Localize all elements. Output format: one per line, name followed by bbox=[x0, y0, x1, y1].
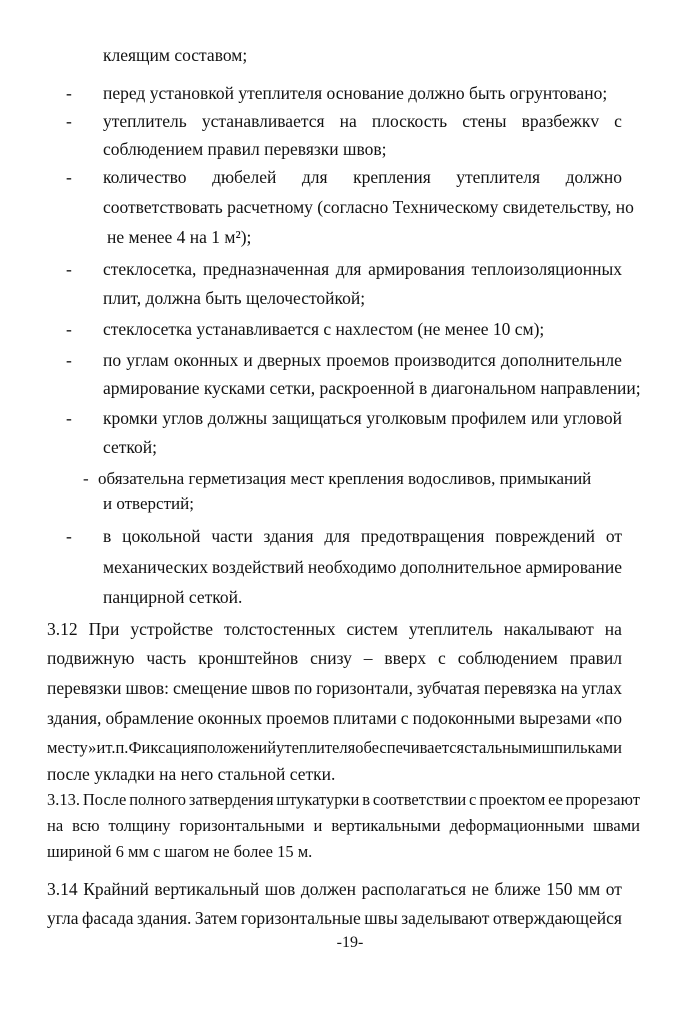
word: перевязка bbox=[483, 678, 557, 698]
word: не bbox=[471, 879, 489, 899]
word: проемов bbox=[266, 708, 330, 728]
word: угла bbox=[47, 908, 79, 928]
text-line: стеклосетка устанавливается с нахлестом (не менее 10 см); bbox=[103, 319, 545, 339]
word: вертикальными bbox=[331, 816, 441, 835]
word: ее bbox=[548, 790, 563, 809]
word: месту» bbox=[47, 738, 97, 757]
word: прорезают bbox=[565, 790, 640, 809]
word: положений bbox=[198, 738, 277, 757]
word: швов bbox=[251, 678, 290, 698]
word: углов bbox=[162, 408, 204, 428]
word: в bbox=[103, 526, 112, 546]
word: часть bbox=[146, 648, 187, 668]
page-number: -19- bbox=[336, 934, 364, 951]
text-line bbox=[47, 677, 622, 699]
word: для bbox=[324, 526, 351, 546]
bullet-dash: - bbox=[66, 111, 72, 131]
word: обрамление bbox=[105, 708, 194, 728]
word: с bbox=[438, 648, 446, 668]
word: утеплитель bbox=[408, 619, 493, 639]
word: снизу bbox=[310, 648, 352, 668]
bullet-dash: - bbox=[66, 83, 72, 103]
text-line: обязательна герметизация мест крепления водосливов, примыканий bbox=[98, 469, 592, 488]
word: После bbox=[82, 790, 127, 809]
word: дополнительнле bbox=[500, 350, 622, 370]
bullet-dash: - bbox=[66, 319, 72, 339]
word: по bbox=[103, 350, 122, 370]
text-line: шириной 6 мм с шагом не более 15 м. bbox=[47, 842, 313, 861]
word: оконных bbox=[197, 708, 263, 728]
word: на bbox=[604, 619, 622, 639]
text-line bbox=[47, 647, 622, 669]
bullet-dash: - bbox=[66, 350, 72, 370]
text-line: соответствовать расчетному (согласно Техническому свидетельству, но bbox=[103, 197, 634, 217]
word: перевязки bbox=[47, 678, 122, 698]
word: стальными bbox=[464, 738, 542, 757]
word: должны bbox=[207, 408, 268, 428]
word: систем bbox=[346, 619, 398, 639]
word: отверждающейся bbox=[492, 908, 622, 928]
word: на bbox=[560, 678, 578, 698]
word: армирование bbox=[525, 557, 622, 577]
bullet-dash: - bbox=[66, 259, 72, 279]
word: угловой bbox=[563, 408, 622, 428]
word: толщину bbox=[108, 816, 171, 835]
word: в bbox=[362, 790, 371, 809]
bullet-dash: - bbox=[66, 526, 72, 546]
text-line: не менее 4 на 1 м²); bbox=[107, 227, 252, 247]
word: накалывают bbox=[503, 619, 594, 639]
word: дополнительное bbox=[400, 557, 522, 577]
word: на bbox=[339, 111, 357, 131]
word: вертикальный bbox=[154, 879, 260, 899]
word: здания. bbox=[136, 908, 192, 928]
word: механических bbox=[103, 557, 209, 577]
word: горизонтальными bbox=[179, 816, 305, 835]
word: заделывают bbox=[401, 908, 490, 928]
word: теплоизоляционных bbox=[471, 259, 622, 279]
word: 3.14 bbox=[47, 879, 78, 899]
word: или bbox=[531, 408, 559, 428]
word: и bbox=[243, 350, 253, 370]
word: должно bbox=[565, 167, 622, 187]
word: проемов bbox=[326, 350, 390, 370]
word: вырезами bbox=[519, 708, 592, 728]
word: соблюдением bbox=[457, 648, 558, 668]
text-line bbox=[103, 166, 622, 188]
word: армирования bbox=[368, 259, 465, 279]
word: утеплителя bbox=[276, 738, 356, 757]
word: углах bbox=[581, 678, 622, 698]
text-line bbox=[103, 525, 622, 547]
word: предназначенная bbox=[203, 259, 330, 279]
word: от bbox=[605, 879, 622, 899]
word: утеплителя bbox=[456, 167, 541, 187]
text-line bbox=[47, 789, 640, 811]
word: цокольной bbox=[122, 526, 201, 546]
word: фасада bbox=[82, 908, 134, 928]
word: кромки bbox=[103, 408, 158, 428]
word: с bbox=[614, 111, 622, 131]
word: углам bbox=[126, 350, 169, 370]
word: стеклосетка, bbox=[103, 259, 197, 279]
word: воздействий bbox=[211, 557, 304, 577]
text-line bbox=[103, 349, 622, 371]
word: вверх bbox=[384, 648, 427, 668]
word: При bbox=[88, 619, 120, 639]
bullet-dash: - bbox=[66, 167, 72, 187]
word: повреждений bbox=[495, 526, 595, 546]
text-line: панцирной сеткой. bbox=[103, 587, 243, 607]
word: для bbox=[335, 259, 362, 279]
text-line bbox=[47, 815, 640, 837]
word: предотвращения bbox=[360, 526, 485, 546]
word: Крайний bbox=[83, 879, 149, 899]
word: мм bbox=[578, 879, 601, 899]
word: шпильками bbox=[541, 738, 622, 757]
word: горизонтали, bbox=[316, 678, 413, 698]
text-line: сеткой; bbox=[103, 437, 157, 457]
word: «по bbox=[595, 708, 622, 728]
text-line: соблюдением правил перевязки швов; bbox=[103, 139, 387, 159]
word: штукатурки bbox=[276, 790, 360, 809]
word: обеспечивается bbox=[355, 738, 465, 757]
word: необходимо bbox=[307, 557, 397, 577]
text-line bbox=[103, 110, 622, 132]
text-line: и отверстий; bbox=[103, 494, 194, 513]
word: здания, bbox=[47, 708, 102, 728]
word: уголковым bbox=[366, 408, 447, 428]
word: Фиксация bbox=[128, 738, 199, 757]
word: вразбежкv bbox=[521, 111, 600, 131]
word: ближе bbox=[494, 879, 541, 899]
word: на bbox=[47, 816, 64, 835]
word: кронштейнов bbox=[198, 648, 299, 668]
word: 150 bbox=[546, 879, 573, 899]
word: для bbox=[301, 167, 328, 187]
word: т.п. bbox=[105, 738, 129, 757]
word: 3.12 bbox=[47, 619, 78, 639]
text-line: армирование кусками сетки, раскроенной в диагональном направлении; bbox=[103, 378, 641, 398]
word: профилем bbox=[451, 408, 527, 428]
word: шов bbox=[264, 879, 296, 899]
word: подоконными bbox=[412, 708, 516, 728]
word: швы bbox=[364, 908, 398, 928]
word: правил bbox=[569, 648, 622, 668]
word: подвижную bbox=[47, 648, 135, 668]
word: плоскость bbox=[371, 111, 448, 131]
word: здания bbox=[263, 526, 314, 546]
word: располагаться bbox=[361, 879, 467, 899]
text-line: клеящим составом; bbox=[103, 45, 248, 65]
word: – bbox=[363, 648, 373, 668]
text-line bbox=[103, 258, 622, 280]
word: по bbox=[293, 678, 313, 698]
text-line bbox=[47, 907, 622, 929]
text-line bbox=[103, 556, 622, 578]
bullet-dash: - bbox=[66, 408, 72, 428]
word: плитами bbox=[333, 708, 397, 728]
word: количество bbox=[103, 167, 187, 187]
word: зубчатая bbox=[416, 678, 480, 698]
word: Затем bbox=[194, 908, 238, 928]
text-line: перед установкой утеплителя основание должно быть огрунтовано; bbox=[103, 83, 608, 103]
word: производится bbox=[394, 350, 496, 370]
word: и bbox=[313, 816, 323, 835]
word: оконных bbox=[173, 350, 239, 370]
word: швами bbox=[593, 816, 640, 835]
text-line bbox=[47, 707, 622, 729]
word: утеплитель bbox=[103, 111, 187, 131]
word: должен bbox=[300, 879, 357, 899]
word: защищаться bbox=[271, 408, 362, 428]
word: швов: bbox=[125, 678, 169, 698]
bullet-dash: - bbox=[83, 469, 89, 488]
text-line bbox=[103, 407, 622, 429]
text-line: после укладки на него стальной сетки. bbox=[47, 764, 336, 784]
word: от bbox=[605, 526, 622, 546]
text-line bbox=[47, 737, 622, 759]
word: толстостенных bbox=[224, 619, 336, 639]
word: 3.13. bbox=[47, 790, 80, 809]
word: крепления bbox=[353, 167, 431, 187]
word: всю bbox=[72, 816, 100, 835]
word: с bbox=[400, 708, 409, 728]
word: и bbox=[96, 738, 106, 757]
word: соответствии bbox=[372, 790, 467, 809]
word: дверных bbox=[257, 350, 322, 370]
word: устанавливается bbox=[201, 111, 325, 131]
word: затвердения bbox=[188, 790, 274, 809]
word: стены bbox=[462, 111, 507, 131]
word: деформационными bbox=[449, 816, 585, 835]
word: смещение bbox=[172, 678, 248, 698]
text-line bbox=[47, 618, 622, 640]
word: дюбелей bbox=[212, 167, 277, 187]
text-line bbox=[47, 878, 622, 900]
word: полного bbox=[129, 790, 187, 809]
text-line: плит, должна быть щелочестойкой; bbox=[103, 288, 366, 308]
word: части bbox=[211, 526, 253, 546]
word: устройстве bbox=[130, 619, 214, 639]
word: горизонтальные bbox=[240, 908, 361, 928]
word: с bbox=[469, 790, 477, 809]
word: проектом bbox=[479, 790, 546, 809]
